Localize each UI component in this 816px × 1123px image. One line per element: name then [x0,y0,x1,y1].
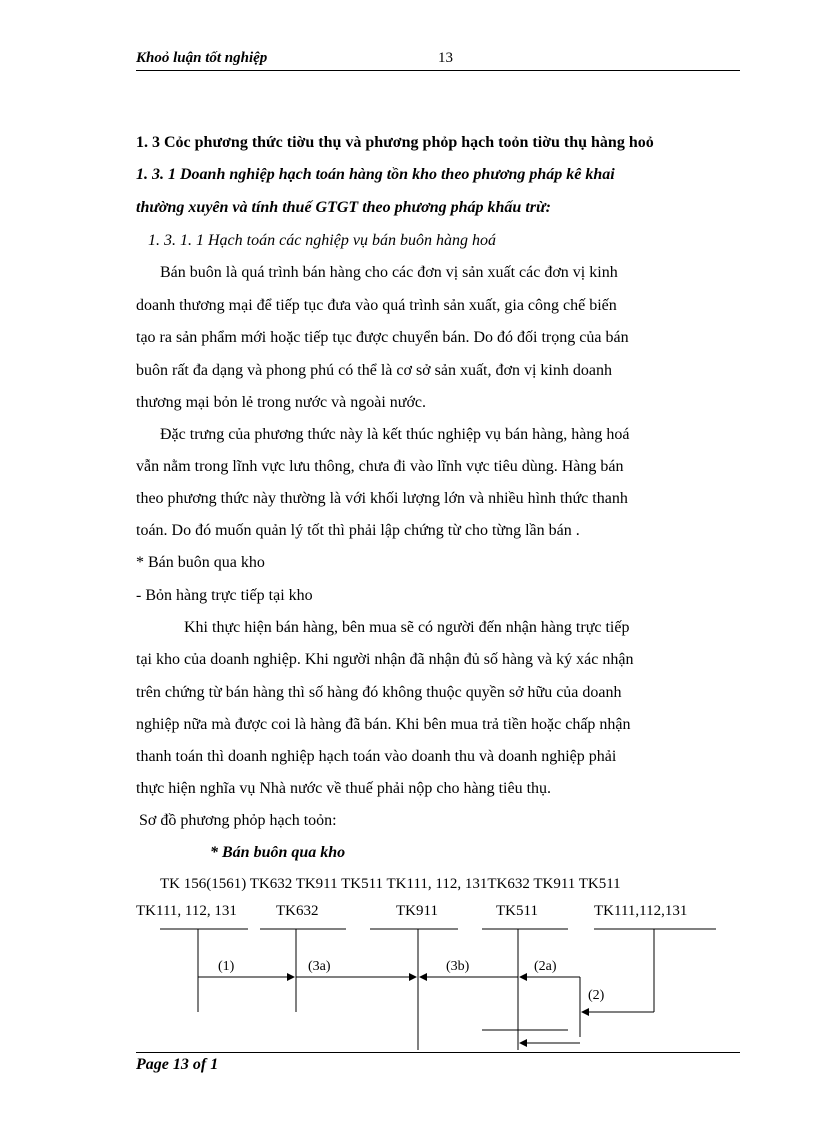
diagram-title: * Bán buôn qua kho [210,844,346,861]
label-1: (1) [218,959,235,974]
paragraph-line: buôn rất đa dạng và phong phú có thể là cơ sở sản xuất, đơn vị kinh doanh [136,362,612,379]
paragraph-line: Bán buôn là quá trình bán hàng cho các đơn vị sản xuất các đơn vị kinh [160,264,618,281]
label-2a: (2a) [534,959,557,974]
header-title: Khoỏ luận tốt nghiệp [136,50,268,66]
paragraph-line: doanh thương mại để tiếp tục đưa vào quá trình sản xuất, gia công chế biến [136,297,617,314]
subsection-heading-line-1: 1. 3. 1 Doanh nghiệp hạch toán hàng tồn kho theo phương pháp kê khai [136,166,615,183]
footer-page-label: Page 13 of 1 [136,1056,219,1073]
diagram-intro: Sơ đồ phương phỏp hạch toỏn: [139,812,337,829]
paragraph-line: vẫn nằm trong lĩnh vực lưu thông, chưa đi vào lĩnh vực tiêu dùng. Hàng bán [136,458,624,475]
paragraph-line: tại kho của doanh nghiệp. Khi người nhận đã nhận đủ số hàng và ký xác nhận [136,651,634,668]
paragraph-line: theo phương thức này thường là với khối lượng lớn và nhiều hình thức thanh [136,490,628,507]
page-number: 13 [438,50,453,66]
paragraph-line: toán. Do đó muốn quản lý tốt thì phải lập chứng từ cho từng lần bán . [136,522,580,539]
bullet-dash-item: - Bỏn hàng trực tiếp tại kho [136,587,313,604]
footer-rule [136,1052,740,1053]
account-label: TK111, 112, 131 [136,903,237,919]
section-heading: 1. 3 Cỏc phương thức tiờu thụ và phương phỏp hạch toỏn tiờu thụ hàng hoỏ [136,134,654,151]
account-label: TK511 [496,903,538,919]
paragraph-line: trên chứng từ bán hàng thì số hàng đó không thuộc quyền sở hữu của doanh [136,684,622,701]
paragraph-line: thực hiện nghĩa vụ Nhà nước về thuế phải nộp cho hàng tiêu thụ. [136,780,552,797]
bullet-star-item: * Bán buôn qua kho [136,554,265,571]
account-label: TK911 [396,903,438,919]
account-label: TK111,112,131 [594,903,688,919]
label-3a: (3a) [308,959,331,974]
paragraph-line: Đặc trưng của phương thức này là kết thúc nghiệp vụ bán hàng, hàng hoá [160,426,630,443]
account-label: TK632 [276,903,319,919]
label-3b: (3b) [446,959,470,974]
paragraph-line: nghiệp nữa mà được coi là hàng đã bán. Khi bên mua trả tiền hoặc chấp nhận [136,716,631,733]
paragraph-line: thanh toán thì doanh nghiệp hạch toán vào doanh thu và doanh nghiệp phải [136,748,617,765]
paragraph-line: tạo ra sản phẩm mới hoặc tiếp tục được chuyển bán. Do đó đối trọng của bán [136,329,629,346]
label-2: (2) [588,988,605,1003]
subsubsection-heading: 1. 3. 1. 1 Hạch toán các nghiệp vụ bán buôn hàng hoá [148,232,496,249]
subsection-heading-line-2: thường xuyên và tính thuế GTGT theo phương pháp khấu trừ: [136,199,551,216]
diagram-account-row: TK 156(1561) TK632 TK911 TK511 TK111, 112, 131TK632 TK911 TK511 [160,876,621,892]
paragraph-line: thương mại bỏn lẻ trong nước và ngoài nước. [136,394,427,411]
paragraph-line: Khi thực hiện bán hàng, bên mua sẽ có người đến nhận hàng trực tiếp [184,619,630,636]
